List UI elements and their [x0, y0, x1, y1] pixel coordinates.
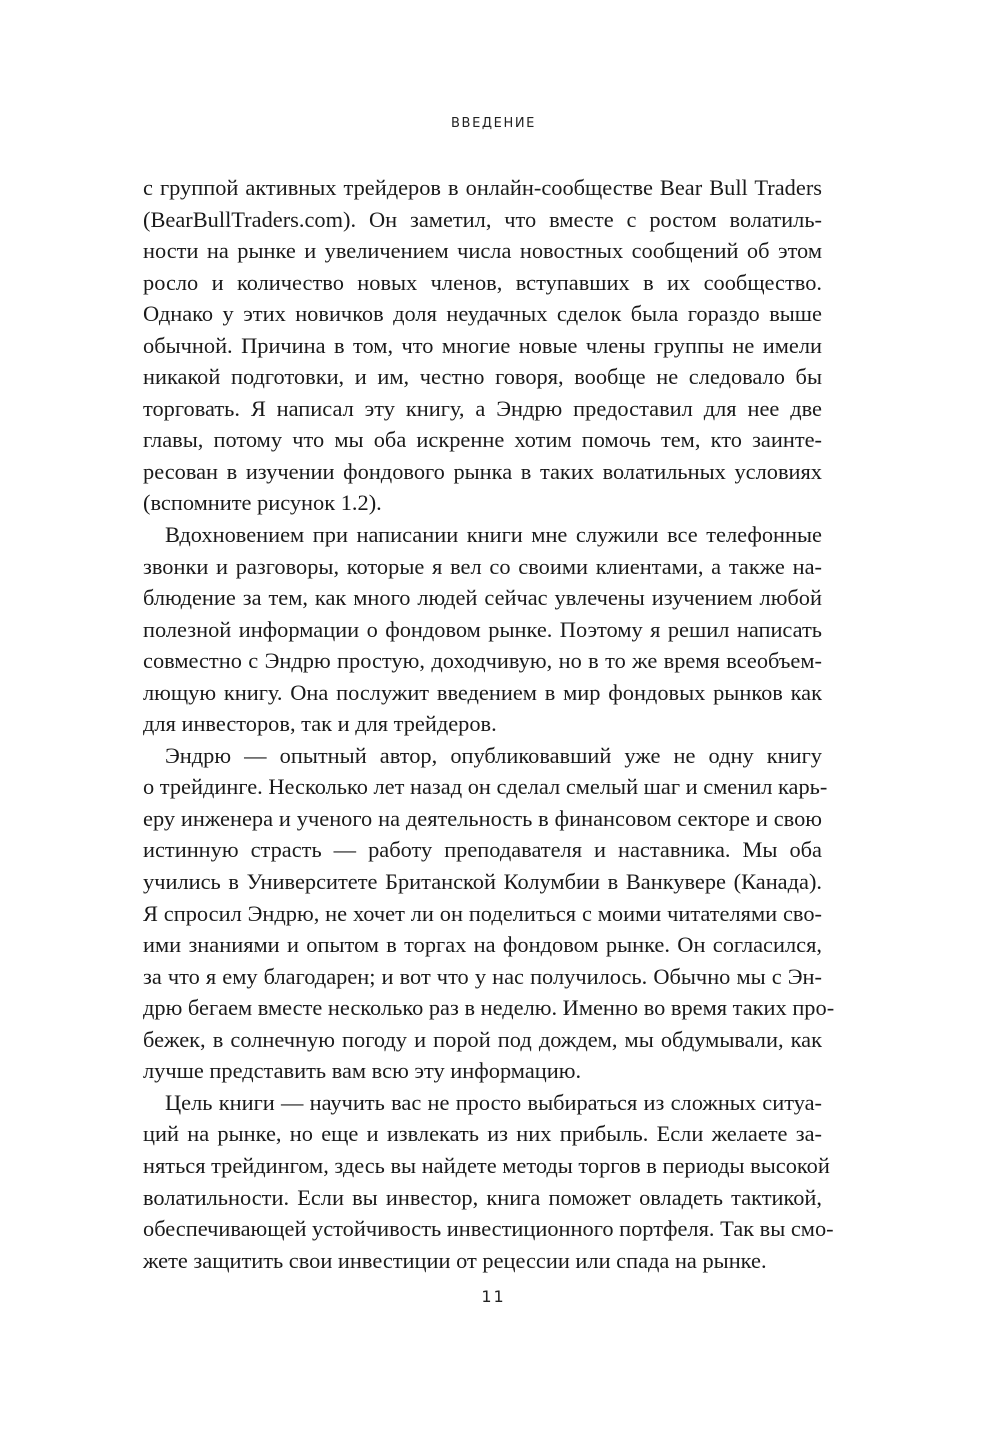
text-line-content: Вдохновением при написании книги мне служили все телефонные	[165, 522, 822, 548]
text-line	[143, 740, 822, 772]
text-line: лющую книгу. Она послужит введением в мир фондовых рынков как	[143, 679, 822, 705]
text-line: Я спросил Эндрю, не хочет ли он поделиться с моими читателями сво-	[143, 900, 822, 926]
text-line: звонки и разговоры, которые я вел со своими клиентами, а также на-	[143, 553, 822, 579]
text-line: росло и количество новых членов, вступавших в их сообщество.	[143, 269, 822, 295]
text-line: истинную страсть — работу преподавателя и наставника. Мы оба	[143, 837, 822, 863]
text-line: жете защитить свои инвестиции от рецессии или спада на рынке.	[143, 1247, 767, 1273]
text-line: обеспечивающей устойчивость инвестиционного портфеля. Так вы смо-	[143, 1216, 834, 1242]
paragraph-1	[143, 172, 822, 519]
text-line: волатильности. Если вы инвестор, книга поможет овладеть тактикой,	[143, 1184, 822, 1210]
text-line: с группой активных трейдеров в онлайн-сообществе Bear Bull Traders	[143, 175, 822, 200]
paragraph-3	[143, 740, 835, 1087]
text-line: Однако у этих новичков доля неудачных сделок была гораздо выше	[143, 301, 822, 327]
body-text	[143, 172, 835, 1276]
running-head: ВВЕДЕНИЕ	[451, 116, 536, 131]
text-line: за что я ему благодарен; и вот что у нас получилось. Обычно мы с Эн-	[143, 963, 822, 989]
text-line: торговать. Я написал эту книгу, а Эндрю предоставил для нее две	[143, 395, 822, 421]
text-line: (вспомните рисунок 1.2).	[143, 490, 382, 516]
text-line: блюдение за тем, как много людей сейчас увлечены изучением любой	[143, 585, 822, 611]
text-line: учились в Университете Британской Колумбии в Ванкувере (Канада).	[143, 869, 822, 895]
text-line: совместно с Эндрю простую, доходчивую, но в то же время всеобъем-	[143, 648, 822, 674]
text-line: ций на рынке, но еще и извлекать из них прибыль. Если желаете за-	[143, 1121, 822, 1147]
text-line-content: Цель книги — научить вас не просто выбираться из сложных ситуа-	[165, 1089, 822, 1115]
text-line: обычной. Причина в том, что многие новые члены группы не имели	[143, 332, 822, 358]
text-line: ресован в изучении фондового рынка в таких волатильных условиях	[143, 458, 822, 484]
text-line-content: Эндрю — опытный автор, опубликовавший уже не одну книгу	[165, 742, 822, 768]
text-line: о трейдинге. Несколько лет назад он сделал смелый шаг и сменил карь-	[143, 774, 828, 800]
text-line: ими знаниями и опытом в торгах на фондовом рынке. Он согласился,	[143, 932, 822, 958]
text-line: никакой подготовки, и им, честно говоря, вообще не следовало бы	[143, 364, 822, 390]
page-number: 11	[481, 1287, 506, 1306]
paragraph-2	[143, 519, 822, 740]
text-line: лучше представить вам всю эту информацию.	[143, 1058, 582, 1084]
text-line: еру инженера и ученого на деятельность в финансовом секторе и свою	[143, 805, 822, 831]
text-line	[143, 1087, 822, 1119]
text-line: бежек, в солнечную погоду и порой под дождем, мы обдумывали, как	[143, 1026, 822, 1052]
text-line: ности на рынке и увеличением числа новостных сообщений об этом	[143, 238, 822, 264]
text-line: няться трейдингом, здесь вы найдете методы торгов в периоды высокой	[143, 1152, 830, 1178]
text-line: (BearBullTraders.com). Он заметил, что вместе с ростом волатиль-	[143, 206, 822, 232]
text-line: для инвесторов, так и для трейдеров.	[143, 711, 497, 737]
text-line: дрю бегаем вместе несколько раз в неделю. Именно во время таких про-	[143, 995, 835, 1021]
paragraph-4	[143, 1087, 834, 1276]
text-line: главы, потому что мы оба искренне хотим помочь тем, кто заинте-	[143, 427, 822, 453]
text-line	[143, 519, 822, 551]
text-line: полезной информации о фондовом рынке. Поэтому я решил написать	[143, 616, 822, 642]
